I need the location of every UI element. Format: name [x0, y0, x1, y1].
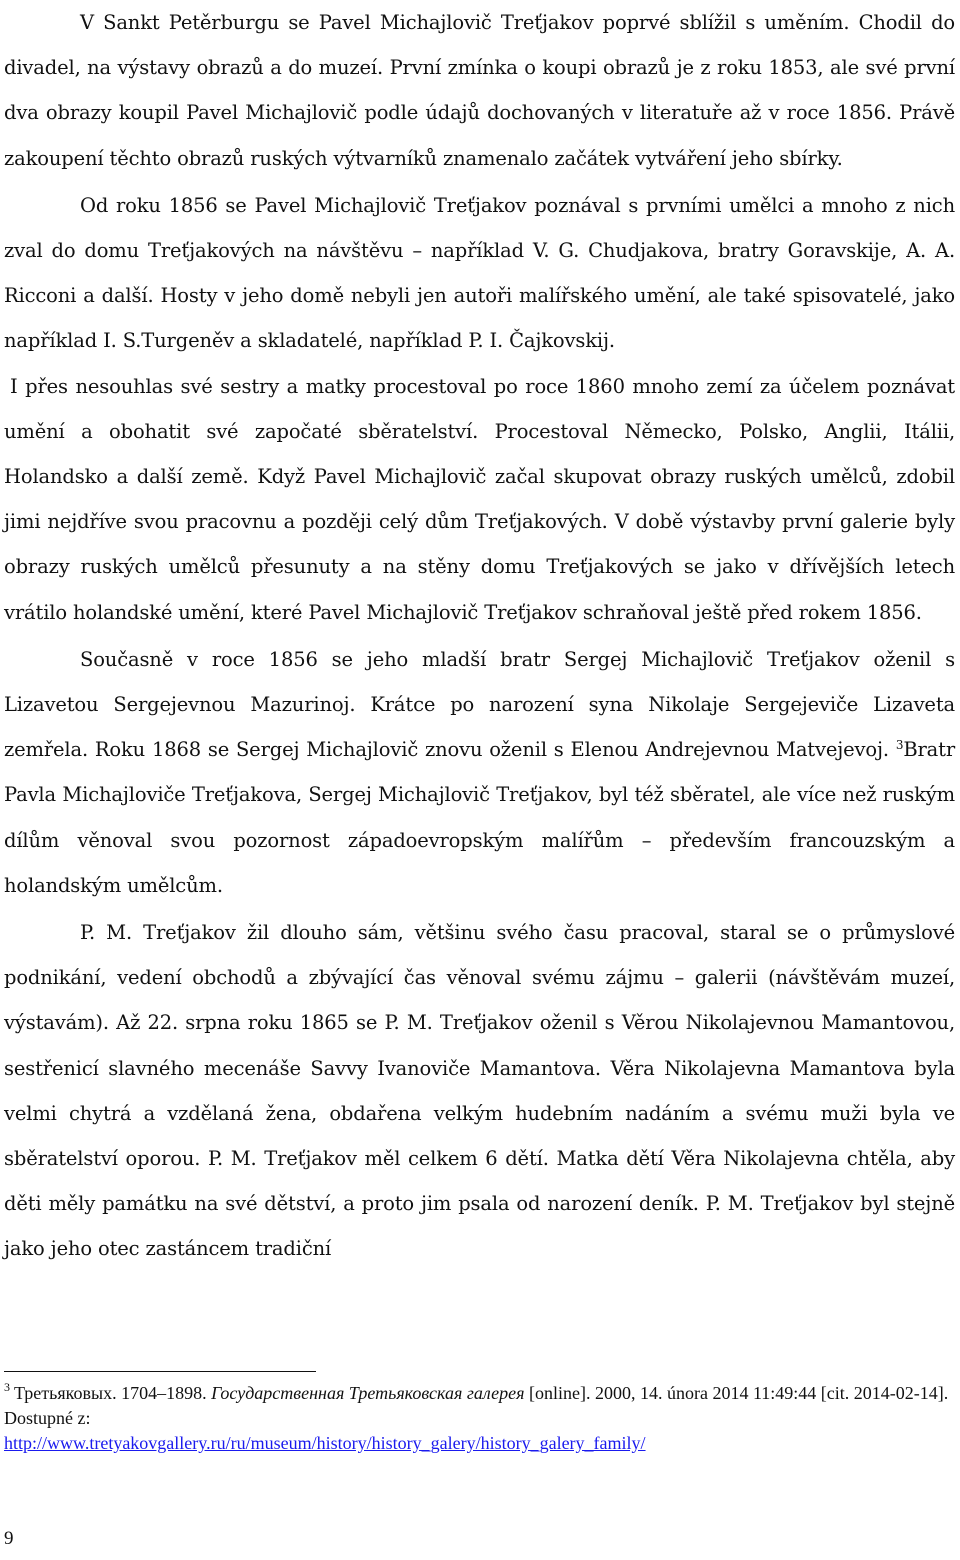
body-text [4, 0, 955, 1272]
paragraph-5: P. M. Treťjakov žil dlouho sám, většinu svého času pracoval, staral se o průmyslové podnikání, vedení obchodů a zbývající čas věnoval svému zájmu – galerii (návštěvám muzeí, výstavám). Až 22. srpna roku 1865 se P. M. Treťjakov oženil s Věrou Nikolajevnou Mamantovou, sestřenicí slavného mecenáše Savvy Ivanoviče Mamantova. Věra Nikolajevna Mamantova byla velmi chytrá a vzdělaná žena, obdařena velkým hudebním nadáním a svému muži byla ve sběratelství oporou. P. M. Treťjakov měl celkem 6 dětí. Matka dětí Věra Nikolajevna chtěla, aby děti měly památku na své dětství, a proto jim psala od narození deník. P. M. Treťjakov byl stejně jako jeho otec zastáncem tradiční [4, 921, 955, 1261]
paragraph-2: Od roku 1856 se Pavel Michajlovič Treťjakov poznával s prvními umělci a mnoho z nich zval do domu Treťjakových na návštěvu – například V. G. Chudjakova, bratry Goravskije, A. A. Ricconi a další. Hosty v jeho domě nebyli jen autoři malířského umění, ale také spisovatelé, jako například I. S.Turgeněv a skladatelé, například P. I. Čajkovskij. [4, 193, 955, 353]
footnote-text-part1: Третьяковых. 1704–1898. [14, 1383, 212, 1403]
paragraph-1: V Sankt Petěrburgu se Pavel Michajlovič Treťjakov poprvé sblížil s uměním. Chodil do divadel, na výstavy obrazů a do muzeí. První zmínka o koupi obrazů je z roku 1853, ale své první dva obrazy koupil Pavel Michajlovič podle údajů dochovaných v literatuře až v roce 1856. Právě zakoupení těchto obrazů ruských výtvarníků znamenalo začátek vytváření jeho sbírky. [4, 11, 955, 170]
footnote-text-part2: [online]. 2000, 14. února 2014 11:49:44 [cit. 2014-02-14]. Dostupné z: [4, 1383, 949, 1428]
page-number: 9 [4, 1528, 14, 1549]
document-page [4, 0, 956, 1560]
footnote [4, 1381, 956, 1456]
footnote-link[interactable]: http://www.tretyakovgallery.ru/ru/museum/history/history_galery/history_galery_family/ [4, 1433, 646, 1453]
paragraph-3: I přes nesouhlas své sestry a matky procestoval po roce 1860 mnoho zemí za účelem poznávat umění a obohatit své započaté sběratelství. Procestoval Německo, Polsko, Anglii, Itálii, Holandsko a další země. Když Pavel Michajlovič začal skupovat obrazy ruských umělců, zdobil jimi nejdříve svou pracovnu a později celý dům Treťjakových. V době výstavby první galerie byly obrazy ruských umělců přesunuty a na stěny domu Treťjakových se jako v dřívějších letech vrátilo holandské umění, které Pavel Michajlovič Treťjakov schraňoval ještě před rokem 1856. [4, 374, 955, 624]
footnote-separator [4, 1371, 316, 1372]
footnote-source-title: Государственная Третьяковская галерея [211, 1383, 525, 1403]
paragraph-4-text: Současně v roce 1856 se jeho mladší bratr Sergej Michajlovič Treťjakov oženil s Lizavetou Sergejevnou Mazurinoj. Krátce po narození syna Nikolaje Sergejeviče Lizaveta zemřela. Roku 1868 se Sergej Michajlovič znovu oženil s Elenou Andrejevnou Matvejevoj. [4, 647, 955, 762]
paragraph-4 [4, 637, 955, 908]
paragraph-4-continuation: Bratr Pavla Michajloviče Treťjakova, Sergej Michajlovič Treťjakov, byl též sběratel, ale více než ruským dílům věnoval svou pozornost západoevropským malířům – především francouzským a holandským umělcům. [4, 738, 955, 897]
footnote-number: 3 [4, 1380, 10, 1394]
footnote-reference[interactable]: 3 [895, 738, 904, 753]
